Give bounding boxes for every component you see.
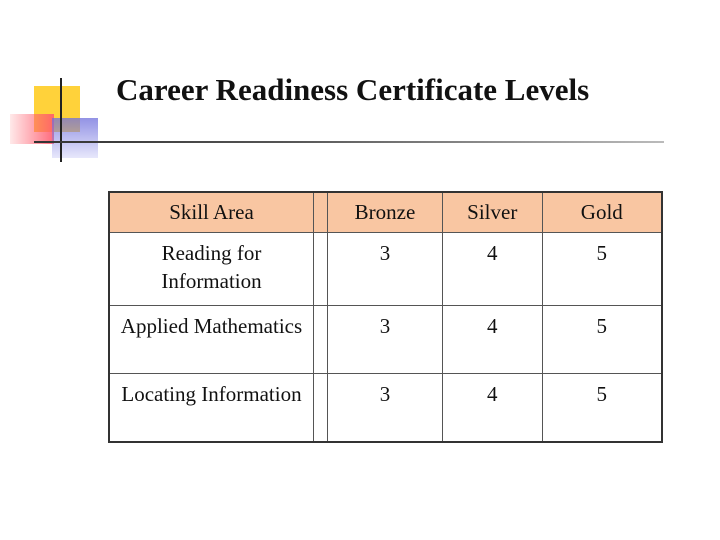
spacer-cell bbox=[313, 306, 327, 374]
header-skill-area: Skill Area bbox=[109, 192, 313, 233]
header-gold: Gold bbox=[542, 192, 662, 233]
table-row bbox=[109, 374, 662, 443]
decorative-red-bar bbox=[10, 114, 54, 144]
table-row bbox=[109, 306, 662, 374]
table-row bbox=[109, 233, 662, 306]
levels-table-container bbox=[108, 191, 663, 443]
decorative-vertical-line bbox=[60, 78, 62, 162]
gold-cell: 5 bbox=[542, 374, 662, 443]
silver-cell: 4 bbox=[442, 233, 542, 306]
bronze-cell: 3 bbox=[328, 374, 443, 443]
gold-cell: 5 bbox=[542, 233, 662, 306]
table-header-row bbox=[109, 192, 662, 233]
gold-cell: 5 bbox=[542, 306, 662, 374]
levels-table bbox=[108, 191, 663, 443]
slide-title: Career Readiness Certificate Levels bbox=[116, 72, 590, 107]
spacer-cell bbox=[313, 374, 327, 443]
skill-cell: Applied Mathematics bbox=[109, 306, 313, 374]
bronze-cell: 3 bbox=[328, 233, 443, 306]
header-spacer bbox=[313, 192, 327, 233]
silver-cell: 4 bbox=[442, 306, 542, 374]
skill-cell: Reading for Information bbox=[109, 233, 313, 306]
header-silver: Silver bbox=[442, 192, 542, 233]
spacer-cell bbox=[313, 233, 327, 306]
bronze-cell: 3 bbox=[328, 306, 443, 374]
header-bronze: Bronze bbox=[328, 192, 443, 233]
title-underline bbox=[34, 141, 664, 143]
skill-cell: Locating Information bbox=[109, 374, 313, 443]
silver-cell: 4 bbox=[442, 374, 542, 443]
decorative-blue-square bbox=[52, 118, 98, 158]
